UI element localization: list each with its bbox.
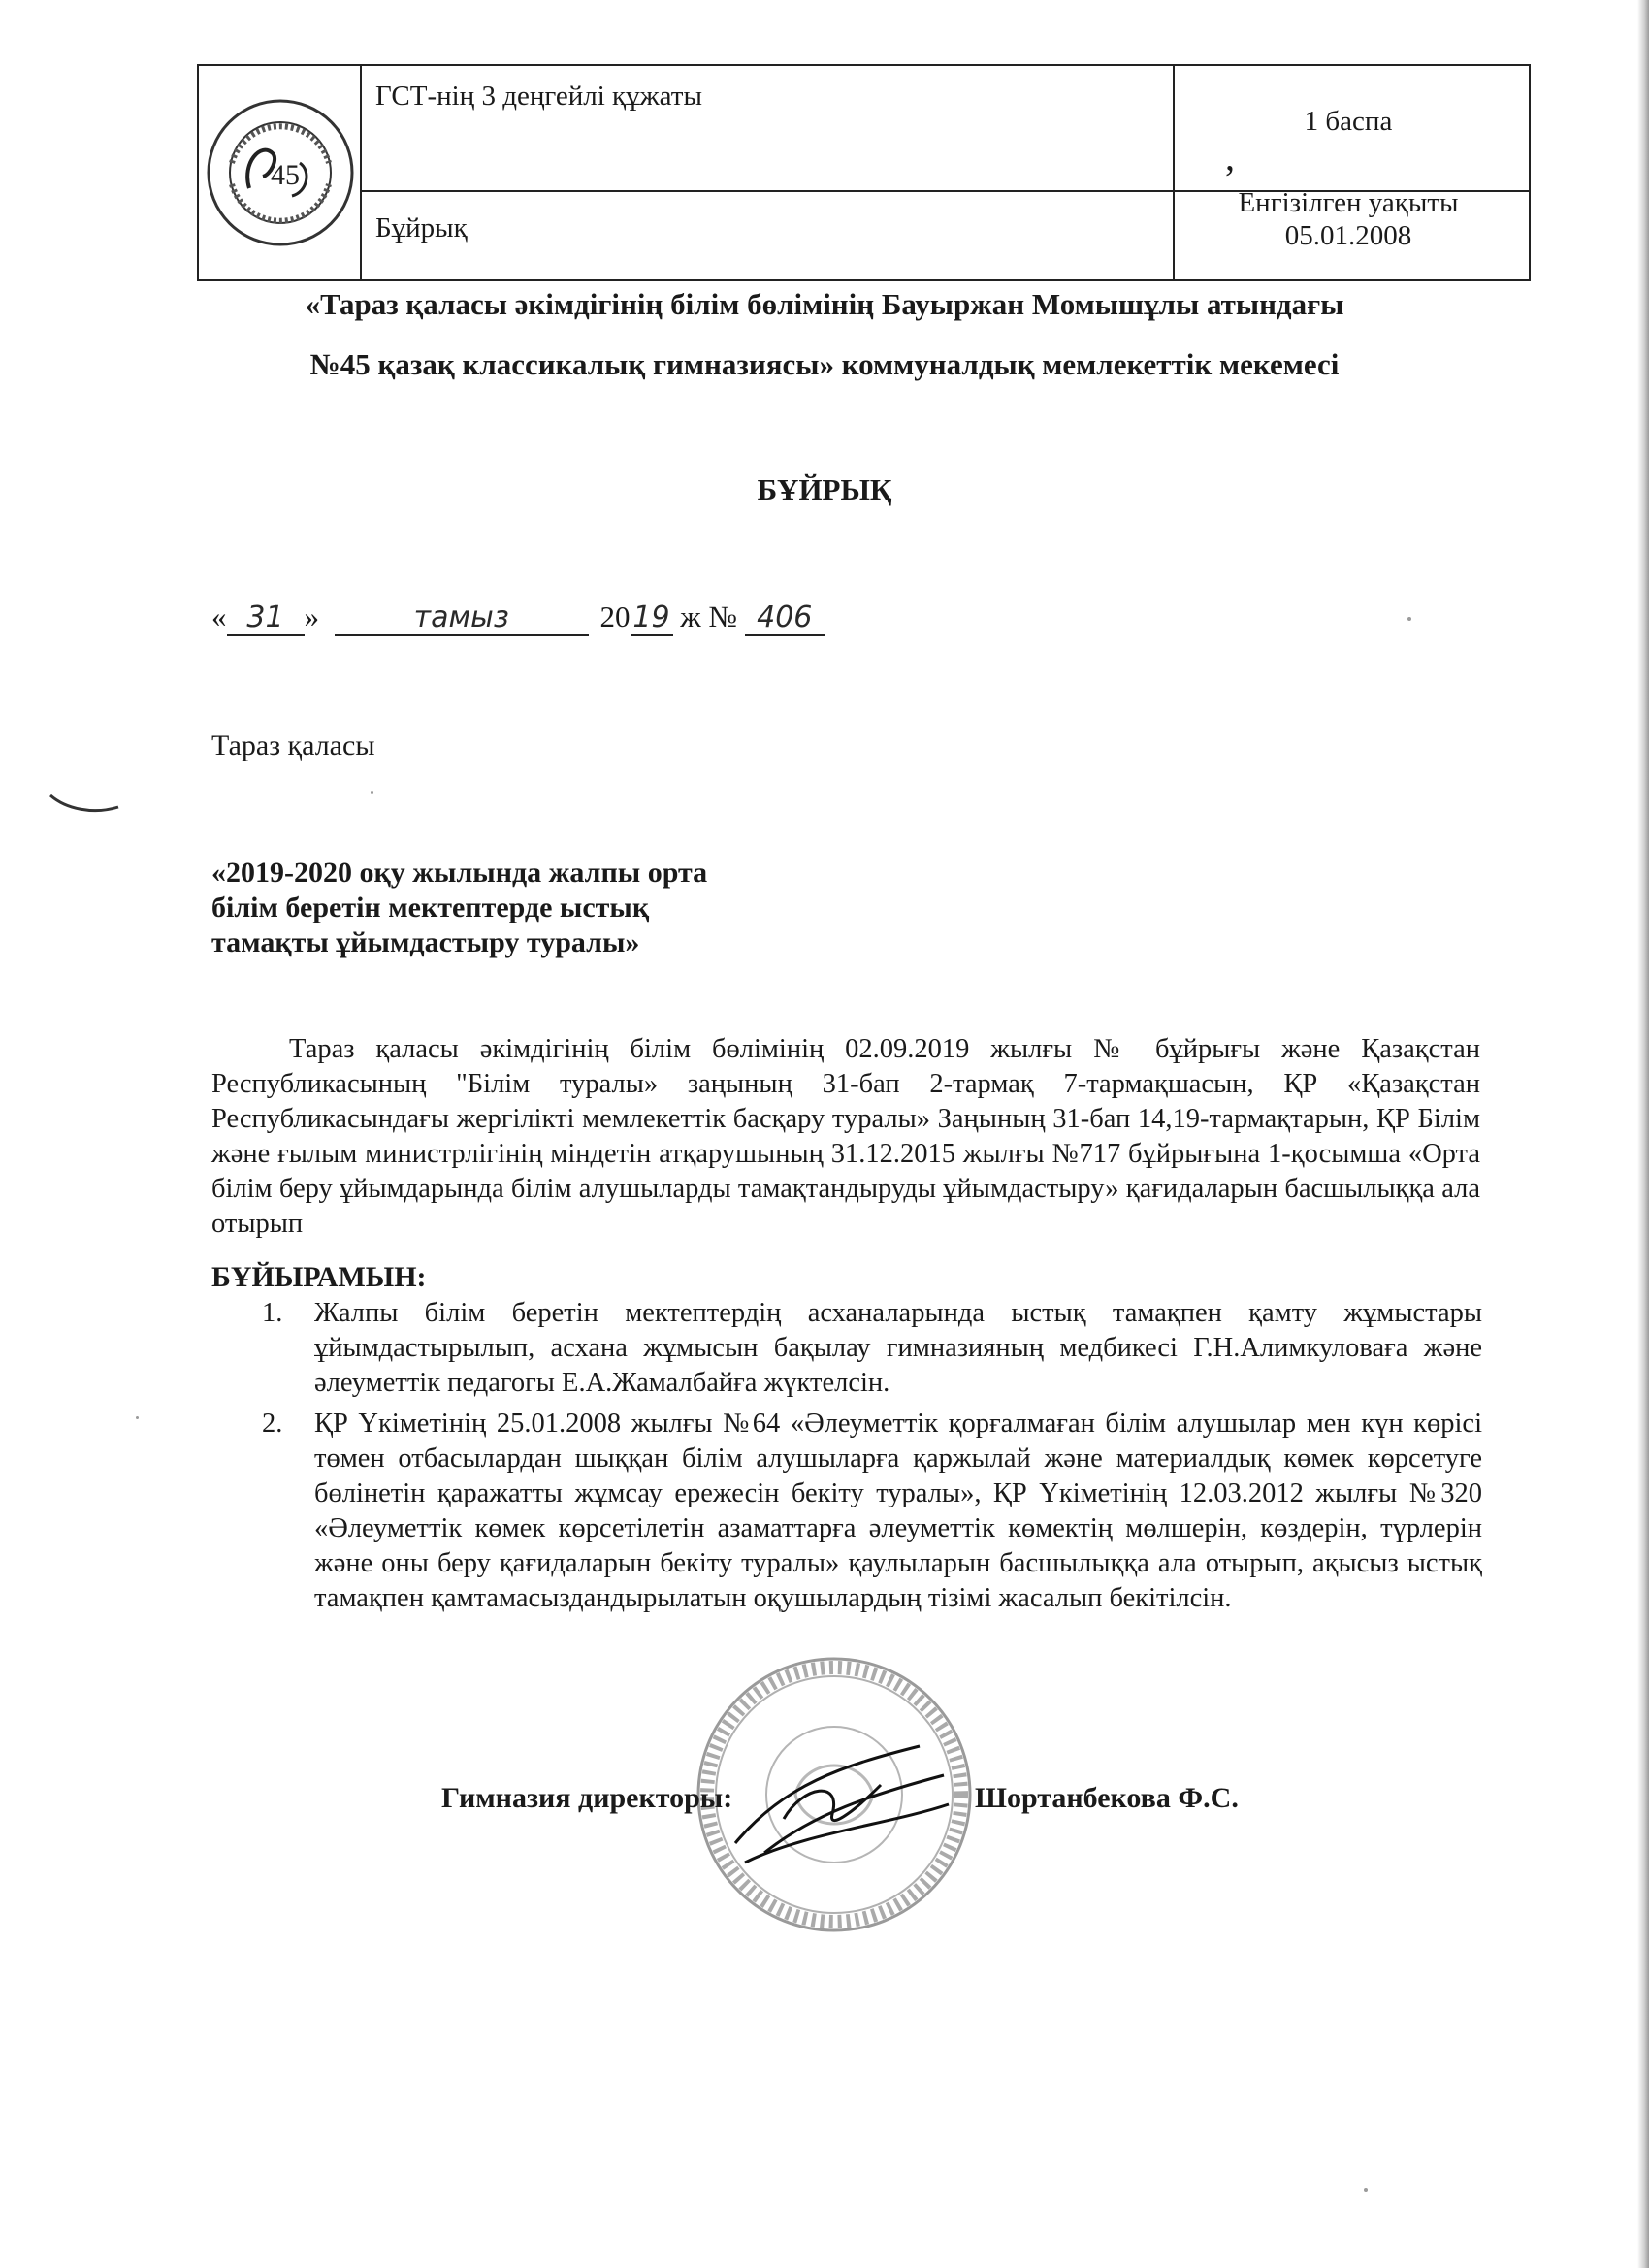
page-title: БҰЙРЫҚ [757,472,892,506]
list-item-number: 2. [262,1409,283,1439]
order-number: 406 [745,601,824,636]
institution-name-line-2: №45 қазақ классикалық гимназиясы» коммуналдық мемлекеттік мекемесі [309,347,1340,381]
list-item [262,1407,1482,1616]
header-divider [360,66,362,279]
order-month: тамыз [335,601,589,636]
ink-mark: , [1225,135,1235,178]
order-year-suffix: 19 [630,601,673,636]
order-year-unit: ж № [680,599,737,633]
list-item [262,1296,1482,1401]
list-item-text: ҚР Үкіметінің 25.01.2008 жылғы №64 «Әлеуметтік қорғалмаған білім алушылар мен күн көрісі төмен отбасылардан шыққан білім алушыларға қаржылай және материалдық көмек көрсетуге бөлінетін қаражатты жұмсау ережесін бекіту туралы», ҚР Үкіметінің 12.03.2012 жылғы №320 «Әлеуметтік көмек көрсетілетін азаматтарға әлеуметтік көмектің мөлшерін, көздерін, түрлерін және оны беру қағидаларын бекіту туралы» қаулыларын басшылыққа ала отырып, ақысыз ыстық тамақпен қамтамасыздандырылатын оқушылардың тізімі жасалып бекітілсін. [314,1409,1482,1613]
order-items-list [262,1296,1482,1622]
signatory-name: Шортанбекова Ф.С. [975,1782,1239,1814]
introduced-block [1180,186,1517,252]
introduced-label: Енгізілген уақыты [1238,187,1459,218]
order-date-line [211,599,824,636]
scan-speck [371,791,373,794]
scan-page-edge [1637,0,1649,2268]
introduced-date: 05.01.2008 [1284,220,1412,251]
logo-number: 45 [271,159,300,191]
scan-mark-icon [47,786,124,821]
signatory-position: Гимназия директоры: [441,1782,733,1814]
scan-speck [136,1416,139,1419]
doc-level-label: ГСТ-нің 3 деңгейлі құжаты [375,81,702,112]
order-day: 31 [227,601,305,636]
city-label: Тараз қаласы [211,729,375,761]
date-open-quote: « [211,599,227,633]
scan-speck [1364,2188,1368,2192]
doc-type-label: Бұйрық [375,212,468,243]
scan-speck [1407,617,1411,621]
preamble-paragraph: Тараз қаласы әкімдігінің білім бөлімінің 02.09.2019 жылғы № бұйрығы және Қазақстан Республикасының "Білім туралы» заңының 31-бап 2-тармақ 7-тармақшасын, ҚР «Қазақстан Республикасындағы жергілікті мемлекеттік басқару туралы» Заңының 31-бап 14,19-тармақтарын, ҚР Білім және ғылым министрлігінің міндетін атқарушының 31.12.2015 жылғы №717 бұйрығына 1-қосымша «Орта білім беру ұйымдарында білім алушыларды тамақтандыруды ұйымдастыру» қағидаларын басшылыққа ала отырып [211,1034,1480,1239]
handwritten-signature-icon [726,1727,958,1872]
document-header-table [197,64,1531,281]
order-subject: «2019-2020 оқу жылында жалпы орта білім беретін мектептерде ыстық тамақты ұйымдастыру туралы» [211,857,708,958]
school-logo [199,66,362,279]
date-close-quote: » [304,599,319,633]
list-item-text: Жалпы білім беретін мектептердің асханаларында ыстық тамақпен қамту жұмыстары ұйымдастырылып, асхана жұмысын бақылау гимназияның медбикесі Г.Н.Алимкуловаға және әлеуметтік педагогы Е.А.Жамалбайға жүктелсін. [314,1298,1482,1398]
order-year-prefix: 20 [599,599,630,633]
school-logo-seal-icon [203,95,358,250]
order-heading: БҰЙЫРАМЫН: [211,1261,427,1293]
edition-label: 1 баспа [1304,106,1393,137]
header-divider [1173,66,1175,279]
list-item-number: 1. [262,1298,283,1328]
institution-name-line-1: «Тараз қаласы әкімдігінің білім бөлімінің Бауыржан Момышұлы атындағы [305,287,1344,321]
